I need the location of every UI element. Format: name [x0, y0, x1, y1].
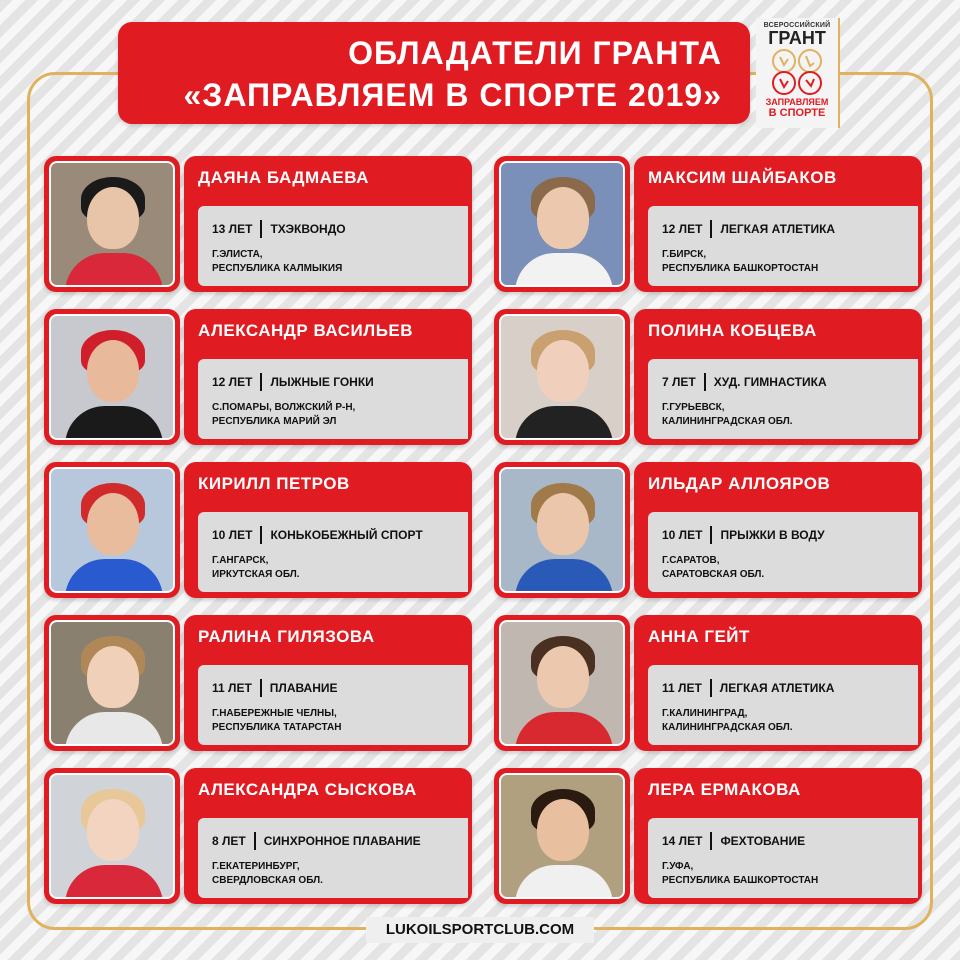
athlete-details	[198, 512, 468, 592]
photo-body-shape	[65, 406, 163, 440]
athlete-location	[662, 401, 918, 429]
athlete-location-line2: РЕСПУБЛИКА БАШКОРТОСТАН	[662, 875, 819, 886]
athlete-location-line2: РЕСПУБЛИКА МАРИЙ ЭЛ	[212, 416, 337, 427]
athlete-location	[212, 554, 468, 582]
athlete-age: 13 ЛЕТ	[212, 222, 253, 236]
header-banner	[118, 22, 750, 124]
athlete-info-panel	[634, 615, 922, 751]
athlete-card	[494, 615, 922, 751]
athlete-location-line2: СВЕРДЛОВСКАЯ ОБЛ.	[212, 875, 323, 886]
divider	[710, 832, 712, 850]
athlete-photo-frame	[494, 156, 630, 292]
divider	[260, 526, 262, 544]
athlete-age: 8 ЛЕТ	[212, 834, 246, 848]
athlete-sport: ЛЕГКАЯ АТЛЕТИКА	[720, 222, 836, 236]
photo-face-shape	[537, 799, 589, 861]
athlete-age: 10 ЛЕТ	[662, 528, 703, 542]
age-sport-row	[212, 679, 468, 697]
athlete-details	[648, 359, 918, 439]
athlete-location-line1: Г.УФА,	[662, 861, 694, 872]
age-sport-row	[662, 526, 918, 544]
divider	[710, 679, 712, 697]
athlete-card	[44, 462, 472, 598]
athlete-info-panel	[634, 309, 922, 445]
athlete-info-panel	[184, 768, 472, 904]
athlete-location	[212, 248, 468, 276]
olympic-rings-icon	[767, 47, 827, 97]
athlete-name: ИЛЬДАР АЛЛОЯРОВ	[648, 474, 831, 493]
athlete-location-line1: Г.НАБЕРЕЖНЫЕ ЧЕЛНЫ,	[212, 708, 337, 719]
athlete-location	[662, 707, 918, 735]
athlete-photo-frame	[44, 768, 180, 904]
athlete-sport: ФЕХТОВАНИЕ	[720, 834, 806, 848]
athlete-location-line2: КАЛИНИНГРАДСКАЯ ОБЛ.	[662, 722, 793, 733]
divider	[260, 373, 262, 391]
photo-body-shape	[65, 712, 163, 746]
athlete-card	[494, 309, 922, 445]
athlete-location-line1: Г.БИРСК,	[662, 249, 707, 260]
athlete-location-line2: КАЛИНИНГРАДСКАЯ ОБЛ.	[662, 416, 793, 427]
athlete-info-panel	[634, 768, 922, 904]
athlete-card	[494, 156, 922, 292]
age-sport-row	[212, 526, 468, 544]
header-title-line1: ОБЛАДАТЕЛИ ГРАНТА	[348, 35, 722, 71]
athlete-details	[198, 359, 468, 439]
athlete-location-line1: С.ПОМАРЫ, ВОЛЖСКИЙ Р-Н,	[212, 402, 356, 413]
photo-body-shape	[65, 865, 163, 899]
athlete-location-line1: Г.ГУРЬЕВСК,	[662, 402, 725, 413]
divider	[704, 373, 706, 391]
athlete-age: 12 ЛЕТ	[662, 222, 703, 236]
divider	[260, 220, 262, 238]
athlete-info-panel	[184, 462, 472, 598]
athlete-details	[198, 206, 468, 286]
athlete-age: 10 ЛЕТ	[212, 528, 253, 542]
athlete-location	[662, 554, 918, 582]
athlete-photo-frame	[44, 156, 180, 292]
athlete-card	[44, 156, 472, 292]
athlete-card	[44, 768, 472, 904]
athlete-photo	[49, 467, 175, 593]
photo-face-shape	[537, 493, 589, 555]
logo-bottom-line2: В СПОРТЕ	[768, 107, 826, 119]
athlete-location-line2: ИРКУТСКАЯ ОБЛ.	[212, 569, 300, 580]
athlete-location-line1: Г.САРАТОВ,	[662, 555, 720, 566]
athlete-photo	[49, 314, 175, 440]
athlete-name: АННА ГЕЙТ	[648, 627, 750, 646]
athlete-location-line1: Г.КАЛИНИНГРАД,	[662, 708, 748, 719]
athlete-age: 14 ЛЕТ	[662, 834, 703, 848]
athlete-age: 7 ЛЕТ	[662, 375, 696, 389]
athlete-sport: ЛЕГКАЯ АТЛЕТИКА	[719, 681, 835, 695]
athlete-photo	[49, 773, 175, 899]
athlete-card	[494, 768, 922, 904]
footer-site-url[interactable]: LUKOILSPORTCLUB.COM	[366, 917, 594, 943]
divider	[260, 679, 262, 697]
athlete-age: 11 ЛЕТ	[212, 681, 252, 695]
photo-face-shape	[87, 799, 139, 861]
athlete-location	[212, 707, 468, 735]
age-sport-row	[212, 373, 468, 391]
photo-face-shape	[537, 646, 589, 708]
photo-body-shape	[515, 712, 613, 746]
athlete-name: МАКСИМ ШАЙБАКОВ	[648, 168, 837, 187]
athlete-name: КИРИЛЛ ПЕТРОВ	[198, 474, 350, 493]
athlete-location	[212, 401, 468, 429]
athlete-name: ПОЛИНА КОБЦЕВА	[648, 321, 817, 340]
athlete-card	[494, 462, 922, 598]
athlete-photo-frame	[494, 768, 630, 904]
athlete-photo	[499, 314, 625, 440]
athlete-details	[648, 665, 918, 745]
athlete-sport: КОНЬКОБЕЖНЫЙ СПОРТ	[270, 528, 423, 542]
athlete-location	[212, 860, 468, 888]
photo-body-shape	[65, 559, 163, 593]
athlete-photo-frame	[44, 462, 180, 598]
athlete-location-line2: РЕСПУБЛИКА КАЛМЫКИЯ	[212, 263, 343, 274]
athlete-age: 11 ЛЕТ	[662, 681, 702, 695]
athlete-photo-frame	[494, 462, 630, 598]
athlete-photo	[499, 773, 625, 899]
athlete-info-panel	[184, 156, 472, 292]
photo-face-shape	[537, 340, 589, 402]
divider	[254, 832, 256, 850]
athlete-photo-frame	[494, 309, 630, 445]
athlete-name: АЛЕКСАНДР ВАСИЛЬЕВ	[198, 321, 414, 340]
age-sport-row	[662, 373, 918, 391]
age-sport-row	[212, 832, 468, 850]
athlete-info-panel	[184, 615, 472, 751]
athlete-name: АЛЕКСАНДРА СЫСКОВА	[198, 780, 417, 799]
photo-face-shape	[87, 646, 139, 708]
athlete-info-panel	[634, 462, 922, 598]
athlete-photo	[49, 161, 175, 287]
athlete-sport: ХУД. ГИМНАСТИКА	[713, 375, 827, 389]
photo-face-shape	[537, 187, 589, 249]
photo-body-shape	[515, 253, 613, 287]
logo-main-text: ГРАНТ	[768, 28, 826, 48]
athlete-sport: ПЛАВАНИЕ	[269, 681, 338, 695]
grant-logo	[756, 18, 840, 128]
athlete-location-line1: Г.ЭЛИСТА,	[212, 249, 263, 260]
photo-face-shape	[87, 493, 139, 555]
athlete-name: РАЛИНА ГИЛЯЗОВА	[198, 627, 375, 646]
athlete-photo	[499, 467, 625, 593]
photo-body-shape	[515, 865, 613, 899]
photo-face-shape	[87, 340, 139, 402]
athlete-details	[648, 206, 918, 286]
divider	[710, 220, 712, 238]
athlete-photo	[499, 620, 625, 746]
age-sport-row	[662, 679, 918, 697]
athlete-location	[662, 860, 918, 888]
age-sport-row	[662, 832, 918, 850]
photo-body-shape	[515, 559, 613, 593]
athlete-sport: СИНХРОННОЕ ПЛАВАНИЕ	[263, 834, 421, 848]
athlete-details	[648, 818, 918, 898]
athlete-sport: ТХЭКВОНДО	[270, 222, 346, 236]
athlete-card	[44, 309, 472, 445]
athlete-photo-frame	[44, 309, 180, 445]
athlete-info-panel	[184, 309, 472, 445]
athlete-photo-frame	[494, 615, 630, 751]
athlete-sport: ЛЫЖНЫЕ ГОНКИ	[270, 375, 374, 389]
logo-top-text: ВСЕРОССИЙСКИЙ	[763, 22, 831, 29]
athlete-photo	[49, 620, 175, 746]
athlete-age: 12 ЛЕТ	[212, 375, 253, 389]
athlete-sport: ПРЫЖКИ В ВОДУ	[720, 528, 825, 542]
athlete-details	[648, 512, 918, 592]
athlete-details	[198, 818, 468, 898]
photo-face-shape	[87, 187, 139, 249]
athlete-location-line1: Г.АНГАРСК,	[212, 555, 269, 566]
athlete-info-panel	[634, 156, 922, 292]
athlete-location-line2: РЕСПУБЛИКА ТАТАРСТАН	[212, 722, 342, 733]
athlete-location	[662, 248, 918, 276]
athlete-location-line2: САРАТОВСКАЯ ОБЛ.	[662, 569, 765, 580]
athlete-location-line1: Г.ЕКАТЕРИНБУРГ,	[212, 861, 300, 872]
age-sport-row	[662, 220, 918, 238]
age-sport-row	[212, 220, 468, 238]
logo-bottom-line1: ЗАПРАВЛЯЕМ	[765, 97, 829, 107]
athlete-card	[44, 615, 472, 751]
header-title-line2: «ЗАПРАВЛЯЕМ В СПОРТЕ 2019»	[183, 77, 722, 113]
photo-body-shape	[515, 406, 613, 440]
athlete-name: ДАЯНА БАДМАЕВА	[198, 168, 369, 187]
photo-body-shape	[65, 253, 163, 287]
divider	[710, 526, 712, 544]
athlete-photo	[499, 161, 625, 287]
athlete-photo-frame	[44, 615, 180, 751]
athlete-location-line2: РЕСПУБЛИКА БАШКОРТОСТАН	[662, 263, 819, 274]
athlete-name: ЛЕРА ЕРМАКОВА	[648, 780, 801, 799]
athlete-details	[198, 665, 468, 745]
